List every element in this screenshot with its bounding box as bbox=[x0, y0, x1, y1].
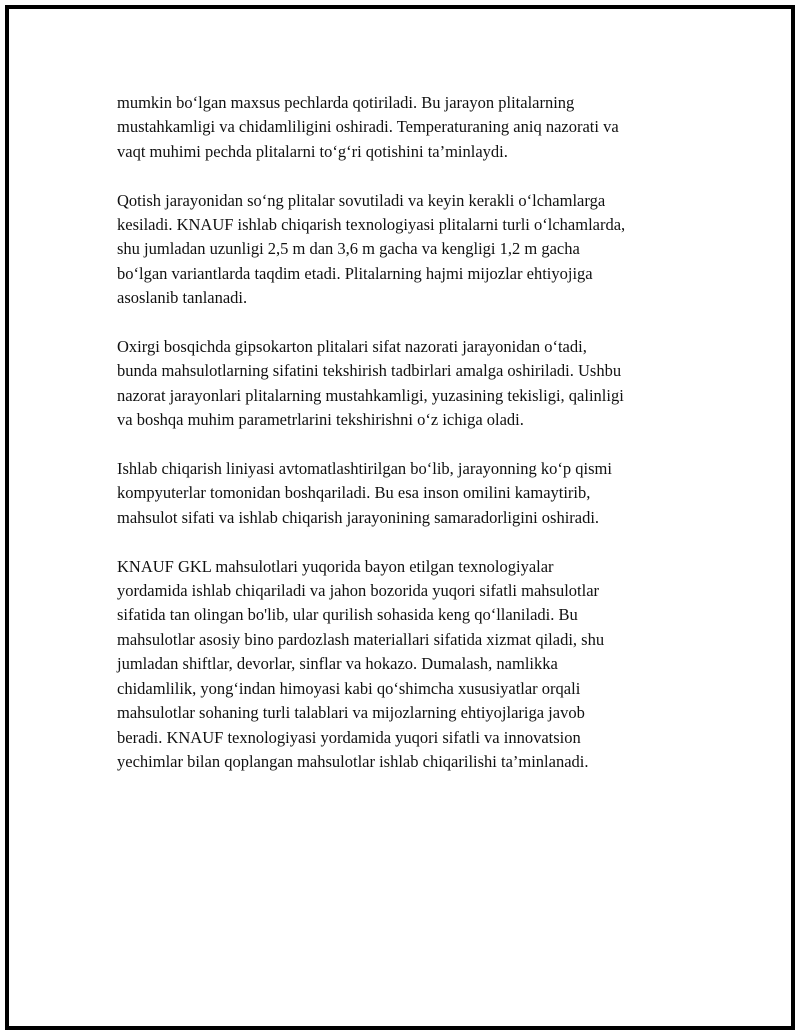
paragraph-4 bbox=[117, 457, 685, 530]
text-line: yechimlar bilan qoplangan mahsulotlar ishlab chiqarilishi ta’minlanadi. bbox=[117, 751, 589, 771]
text-line: asoslanib tanlanadi. bbox=[117, 288, 248, 308]
paragraph-2 bbox=[117, 189, 685, 311]
text-line: Ishlab chiqarish liniyasi avtomatlashtirilgan bo‘lib, jarayonning ko‘p qismi bbox=[117, 459, 612, 479]
text-line: Qotish jarayonidan so‘ng plitalar sovutiladi va keyin kerakli o‘lchamlarga bbox=[117, 190, 606, 210]
text-line: kompyuterlar tomonidan boshqariladi. Bu esa inson omilini kamaytirib, bbox=[117, 483, 591, 503]
text-line: chidamlilik, yong‘indan himoyasi kabi qo‘shimcha xususiyatlar orqali bbox=[117, 678, 581, 698]
paragraph-5 bbox=[117, 555, 685, 775]
text-line: nazorat jarayonlari plitalarning mustahkamligi, yuzasining tekisligi, qalinligi bbox=[117, 385, 624, 405]
text-line: mustahkamligi va chidamliligini oshiradi. Temperaturaning aniq nazorati va bbox=[117, 117, 619, 137]
text-line: bunda mahsulotlarning sifatini tekshirish tadbirlari amalga oshiriladi. Ushbu bbox=[117, 361, 622, 381]
text-line: mahsulot sifati va ishlab chiqarish jarayonining samaradorligini oshiradi. bbox=[117, 507, 600, 527]
text-line: mahsulotlar asosiy bino pardozlash materiallari sifatida xizmat qiladi, shu bbox=[117, 629, 605, 649]
text-line: sifatida tan olingan bo'lib, ular qurilish sohasida keng qo‘llaniladi. Bu bbox=[117, 605, 578, 625]
document-body bbox=[117, 91, 685, 799]
paragraph-1 bbox=[117, 91, 685, 164]
text-line: yordamida ishlab chiqariladi va jahon bozorida yuqori sifatli mahsulotlar bbox=[117, 581, 600, 601]
paragraph-3 bbox=[117, 335, 685, 433]
text-line: vaqt muhimi pechda plitalarni to‘g‘ri qotishini ta’minlaydi. bbox=[117, 141, 508, 161]
text-line: beradi. KNAUF texnologiyasi yordamida yuqori sifatli va innovatsion bbox=[117, 727, 581, 747]
text-line: kesiladi. KNAUF ishlab chiqarish texnologiyasi plitalarni turli o‘lchamlarda, bbox=[117, 215, 626, 235]
text-line: shu jumladan uzunligi 2,5 m dan 3,6 m gacha va kengligi 1,2 m gacha bbox=[117, 239, 580, 259]
text-line: mumkin bo‘lgan maxsus pechlarda qotiriladi. Bu jarayon plitalarning bbox=[117, 93, 575, 112]
text-line: jumladan shiftlar, devorlar, sinflar va hokazo. Dumalash, namlikka bbox=[117, 654, 558, 674]
text-line: Oxirgi bosqichda gipsokarton plitalari sifat nazorati jarayonidan o‘tadi, bbox=[117, 337, 587, 357]
text-line: va boshqa muhim parametrlarini tekshirishni o‘z ichiga oladi. bbox=[117, 410, 524, 430]
text-line: KNAUF GKL mahsulotlari yuqorida bayon etilgan texnologiyalar bbox=[117, 556, 554, 576]
text-line: bo‘lgan variantlarda taqdim etadi. Plitalarning hajmi mijozlar ehtiyojiga bbox=[117, 263, 593, 283]
text-line: mahsulotlar sohaning turli talablari va mijozlarning ehtiyojlariga javob bbox=[117, 703, 585, 723]
